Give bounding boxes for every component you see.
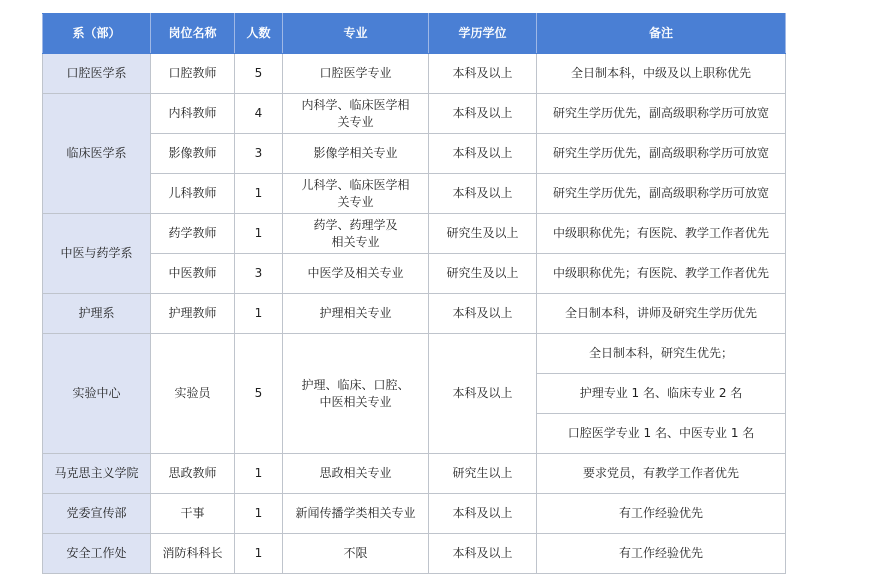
header-row xyxy=(43,14,786,54)
count-cell: 1 xyxy=(235,174,283,214)
position-cell: 中医教师 xyxy=(151,254,235,294)
count-cell: 1 xyxy=(235,214,283,254)
note-cell: 中级职称优先；有医院、教学工作者优先 xyxy=(537,254,786,294)
position-cell: 思政教师 xyxy=(151,454,235,494)
major-cell: 新闻传播学类相关专业 xyxy=(283,494,429,534)
degree-cell: 本科及以上 xyxy=(429,94,537,134)
major-cell: 不限 xyxy=(283,534,429,574)
note-cell: 研究生学历优先，副高级职称学历可放宽 xyxy=(537,134,786,174)
major-cell: 护理相关专业 xyxy=(283,294,429,334)
header-count: 人数 xyxy=(235,14,283,54)
note-cell: 有工作经验优先 xyxy=(537,534,786,574)
header-degree: 学历学位 xyxy=(429,14,537,54)
degree-cell: 研究生及以上 xyxy=(429,254,537,294)
count-cell: 5 xyxy=(235,334,283,454)
degree-cell: 本科及以上 xyxy=(429,54,537,94)
degree-cell: 本科及以上 xyxy=(429,334,537,454)
dept-cell: 党委宣传部 xyxy=(43,494,151,534)
major-cell: 护理、临床、口腔、中医相关专业 xyxy=(283,334,429,454)
dept-cell: 安全工作处 xyxy=(43,534,151,574)
header-dept: 系（部） xyxy=(43,14,151,54)
note-cell: 口腔医学专业 1 名、中医专业 1 名 xyxy=(537,414,786,454)
major-cell: 思政相关专业 xyxy=(283,454,429,494)
dept-cell: 护理系 xyxy=(43,294,151,334)
major-cell: 内科学、临床医学相关专业 xyxy=(283,94,429,134)
position-cell: 药学教师 xyxy=(151,214,235,254)
major-cell: 药学、药理学及相关专业 xyxy=(283,214,429,254)
major-cell: 中医学及相关专业 xyxy=(283,254,429,294)
recruitment-table-container xyxy=(42,13,786,574)
header-position: 岗位名称 xyxy=(151,14,235,54)
major-cell: 影像学相关专业 xyxy=(283,134,429,174)
table-row xyxy=(43,334,786,374)
table-row xyxy=(43,294,786,334)
note-cell: 全日制本科，讲师及研究生学历优先 xyxy=(537,294,786,334)
header-major: 专业 xyxy=(283,14,429,54)
degree-cell: 本科及以上 xyxy=(429,174,537,214)
table-row xyxy=(43,174,786,214)
count-cell: 5 xyxy=(235,54,283,94)
count-cell: 1 xyxy=(235,534,283,574)
dept-cell: 中医与药学系 xyxy=(43,214,151,294)
note-cell: 研究生学历优先，副高级职称学历可放宽 xyxy=(537,174,786,214)
note-cell: 要求党员，有教学工作者优先 xyxy=(537,454,786,494)
position-cell: 影像教师 xyxy=(151,134,235,174)
recruitment-table xyxy=(42,13,786,574)
note-cell: 全日制本科，中级及以上职称优先 xyxy=(537,54,786,94)
table-row xyxy=(43,494,786,534)
note-cell: 护理专业 1 名、临床专业 2 名 xyxy=(537,374,786,414)
position-cell: 实验员 xyxy=(151,334,235,454)
count-cell: 1 xyxy=(235,454,283,494)
table-row xyxy=(43,134,786,174)
note-cell: 研究生学历优先，副高级职称学历可放宽 xyxy=(537,94,786,134)
degree-cell: 本科及以上 xyxy=(429,294,537,334)
table-row xyxy=(43,214,786,254)
header-note: 备注 xyxy=(537,14,786,54)
position-cell: 消防科科长 xyxy=(151,534,235,574)
major-cell: 儿科学、临床医学相关专业 xyxy=(283,174,429,214)
position-cell: 内科教师 xyxy=(151,94,235,134)
count-cell: 3 xyxy=(235,254,283,294)
dept-cell: 马克思主义学院 xyxy=(43,454,151,494)
count-cell: 1 xyxy=(235,494,283,534)
degree-cell: 研究生以上 xyxy=(429,454,537,494)
degree-cell: 本科及以上 xyxy=(429,134,537,174)
table-row xyxy=(43,94,786,134)
count-cell: 4 xyxy=(235,94,283,134)
dept-cell: 口腔医学系 xyxy=(43,54,151,94)
position-cell: 干事 xyxy=(151,494,235,534)
table-row xyxy=(43,534,786,574)
count-cell: 3 xyxy=(235,134,283,174)
dept-cell: 临床医学系 xyxy=(43,94,151,214)
position-cell: 口腔教师 xyxy=(151,54,235,94)
table-row xyxy=(43,454,786,494)
note-cell: 全日制本科，研究生优先； xyxy=(537,334,786,374)
position-cell: 护理教师 xyxy=(151,294,235,334)
note-cell: 有工作经验优先 xyxy=(537,494,786,534)
major-cell: 口腔医学专业 xyxy=(283,54,429,94)
degree-cell: 研究生及以上 xyxy=(429,214,537,254)
degree-cell: 本科及以上 xyxy=(429,494,537,534)
table-row xyxy=(43,54,786,94)
note-cell: 中级职称优先；有医院、教学工作者优先 xyxy=(537,214,786,254)
degree-cell: 本科及以上 xyxy=(429,534,537,574)
table-row xyxy=(43,254,786,294)
position-cell: 儿科教师 xyxy=(151,174,235,214)
count-cell: 1 xyxy=(235,294,283,334)
dept-cell: 实验中心 xyxy=(43,334,151,454)
